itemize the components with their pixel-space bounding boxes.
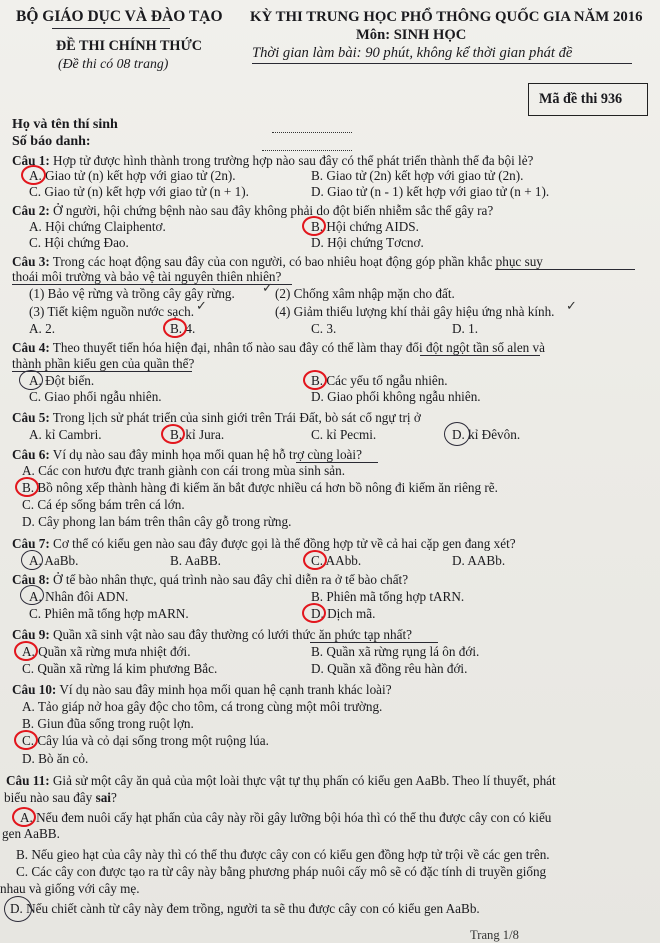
official-label: ĐỀ THI CHÍNH THỨC [56, 38, 202, 54]
q3-option-a: A. 2. [29, 321, 56, 336]
q9-option-d: D. Quần xã đồng rêu hàn đới. [311, 661, 468, 676]
q4-option-b: B. Các yếu tố ngẫu nhiên. [311, 373, 448, 388]
q9-underline [310, 642, 438, 643]
question-10: Câu 10: Ví dụ nào sau đây minh họa mối quan hệ cạnh tranh khác loài? [12, 682, 392, 697]
q10-option-d: D. Bò ăn cỏ. [22, 751, 89, 766]
answer-circle-q5 [161, 424, 185, 444]
question-1: Câu 1: Hợp tử được hình thành trong trường hợp nào sau đây có thể phát triển thành thể đa bội lẻ? [12, 153, 534, 168]
q10-option-a: A. Tảo giáp nở hoa gây độc cho tôm, cá trong cùng một môi trường. [22, 699, 383, 714]
q7-option-c: C. AAbb. [311, 553, 362, 568]
answer-circle-q1 [21, 165, 46, 185]
q11-option-b: B. Nếu gieo hạt của cây này thì có thể thu được cây con có kiểu gen đồng hợp tử trội về các gen trên. [16, 847, 550, 862]
q6-option-c: C. Cá ép sống bám trên cá lớn. [22, 497, 185, 512]
q11-text-line-2: biểu nào sau đây sai? [4, 790, 117, 805]
answer-circle-q2 [302, 216, 326, 236]
page-number: Trang 1/8 [470, 928, 519, 942]
answer-circle-q3 [163, 318, 187, 338]
q5-option-d: D. kỉ Đêvôn. [452, 427, 521, 442]
id-label: Số báo danh: [12, 134, 91, 149]
q3-underline-2 [12, 284, 292, 285]
q8-option-a: A. Nhân đôi ADN. [29, 589, 129, 604]
ministry-underline [52, 28, 170, 29]
q1-option-a: A. Giao tử (n) kết hợp với giao tử (2n). [29, 168, 236, 183]
name-dots [272, 132, 352, 133]
question-3: Câu 3: Trong các hoạt động sau đây của con người, có bao nhiêu hoạt động góp phần khắc phục suy [12, 254, 543, 269]
q2-option-c: C. Hội chứng Đao. [29, 235, 129, 250]
answer-circle-q4 [303, 370, 327, 390]
question-8: Câu 8: Ở tế bào nhân thực, quá trình nào sau đây chỉ diễn ra ở tế bào chất? [12, 572, 409, 587]
q1-option-d: D. Giao tử (n - 1) kết hợp với giao tử (n + 1). [311, 184, 550, 199]
answer-circle-q8 [302, 603, 326, 623]
q3-text-line-2: thoái môi trường và bảo vệ tài nguyên thiên nhiên? [12, 269, 282, 284]
q5-option-a: A. kỉ Cambri. [29, 427, 102, 442]
subject: Môn: SINH HỌC [356, 27, 467, 43]
q4-text-line-2: thành phần kiểu gen của quần thể? [12, 356, 195, 371]
q11-option-a: A. Nếu đem nuôi cấy hạt phấn của cây này rồi gây lưỡng bội hóa thì có thể thu được cây con có kiểu [20, 810, 552, 825]
q5-option-b: B. kỉ Jura. [170, 427, 225, 442]
q3-option-d: D. 1. [452, 321, 479, 336]
q4-underline-1 [420, 355, 540, 356]
answer-circle-q6 [15, 477, 39, 497]
question-4: Câu 4: Theo thuyết tiến hóa hiện đại, nhân tố nào sau đây có thể làm thay đổi đột ngột tần số alen và [12, 340, 546, 355]
q9-option-c: C. Quần xã rừng lá kim phương Bắc. [22, 661, 218, 676]
q4-option-c: C. Giao phối ngẫu nhiên. [29, 389, 162, 404]
pencil-circle-q8 [20, 585, 44, 605]
q3-option-c: C. 3. [311, 321, 337, 336]
duration: Thời gian làm bài: 90 phút, không kể thời gian phát đề [252, 45, 573, 61]
q6-option-d: D. Cây phong lan bám trên thân cây gỗ trong rừng. [22, 514, 292, 529]
q3-item-2: (2) Chống xâm nhập mặn cho đất. [275, 286, 455, 301]
duration-underline [252, 63, 632, 64]
exam-code-box [528, 83, 648, 116]
tick-mark-icon: ✓ [262, 281, 273, 296]
q8-option-c: C. Phiên mã tổng hợp mARN. [29, 606, 189, 621]
question-11: Câu 11: Giả sử một cây ăn quả của một loài thực vật tự thụ phấn có kiểu gen AaBb. Theo lí thuyết, phát [6, 773, 556, 788]
pencil-circle-q11 [4, 896, 32, 922]
q11-option-c-cont: nhau và giống với cây mẹ. [0, 881, 140, 896]
q7-option-a: A. AaBb. [29, 553, 79, 568]
tick-mark-icon: ✓ [196, 299, 207, 314]
name-label: Họ và tên thí sinh [12, 117, 118, 132]
q1-option-b: B. Giao tử (2n) kết hợp với giao tử (2n). [311, 168, 524, 183]
tick-mark-icon: ✓ [566, 299, 577, 314]
q4-option-a: A. Đột biến. [29, 373, 95, 388]
q9-option-a: A. Quần xã rừng mưa nhiệt đới. [22, 644, 191, 659]
q8-option-b: B. Phiên mã tổng hợp tARN. [311, 589, 465, 604]
question-5: Câu 5: Trong lịch sử phát triển của sinh giới trên Trái Đất, bò sát cổ ngự trị ở [12, 410, 421, 425]
q8-option-d: D. Dịch mã. [311, 606, 376, 621]
q2-option-b: B. Hội chứng AIDS. [311, 219, 419, 234]
q3-option-b: B. 4. [170, 321, 196, 336]
page-count: (Đề thi có 08 trang) [58, 56, 169, 71]
question-6: Câu 6: Ví dụ nào sau đây minh họa mối quan hệ hỗ trợ cùng loài? [12, 447, 362, 462]
q9-option-b: B. Quần xã rừng rụng lá ôn đới. [311, 644, 480, 659]
q1-option-c: C. Giao tử (n) kết hợp với giao tử (n + 1). [29, 184, 249, 199]
answer-circle-q7 [303, 550, 327, 570]
answer-circle-q10 [14, 730, 38, 750]
q7-option-b: B. AaBB. [170, 553, 221, 568]
q7-option-d: D. AABb. [452, 553, 506, 568]
q3-item-4: (4) Giảm thiểu lượng khí thải gây hiệu ứng nhà kính. [275, 304, 555, 319]
question-9: Câu 9: Quần xã sinh vật nào sau đây thường có lưới thức ăn phức tạp nhất? [12, 627, 412, 642]
question-2: Câu 2: Ở người, hội chứng bệnh nào sau đây không phải do đột biến nhiễm sắc thể gây ra? [12, 203, 494, 218]
q3-item-3: (3) Tiết kiệm nguồn nước sạch. [29, 304, 195, 319]
q11-option-d: D. Nếu chiết cành từ cây này đem trồng, người ta sẽ thu được cây con có kiểu gen AaBb. [10, 901, 480, 916]
q11-option-c: C. Các cây con được tạo ra từ cây này bằng phương pháp nuôi cấy mô sẽ có đặc tính di truyền giống [16, 864, 547, 879]
q3-underline-1 [495, 269, 635, 270]
question-7: Câu 7: Cơ thể có kiểu gen nào sau đây được gọi là thể đồng hợp tử về cả hai cặp gen đang xét? [12, 536, 516, 551]
q4-option-d: D. Giao phối không ngẫu nhiên. [311, 389, 481, 404]
q11-option-a-cont: gen AaBB. [2, 826, 60, 841]
q6-option-a: A. Các con hươu đực tranh giành con cái trong mùa sinh sản. [22, 463, 346, 478]
answer-circle-q9 [14, 641, 38, 661]
pencil-circle-q5 [444, 422, 470, 446]
pencil-circle-q7 [21, 550, 43, 570]
exam-title: KỲ THI TRUNG HỌC PHỔ THÔNG QUỐC GIA NĂM 2016 [250, 9, 643, 25]
answer-circle-q11 [12, 807, 36, 827]
q2-option-a: A. Hội chứng Claiphentơ. [29, 219, 166, 234]
pencil-circle-q4 [19, 370, 43, 390]
exam-code: Mã đề thi 936 [539, 91, 623, 107]
q5-option-c: C. kỉ Pecmi. [311, 427, 377, 442]
id-dots [262, 150, 352, 151]
q2-option-d: D. Hội chứng Tơcnơ. [311, 235, 424, 250]
ministry-name: BỘ GIÁO DỤC VÀ ĐÀO TẠO [16, 8, 223, 25]
q10-option-c: C. Cây lúa và cỏ dại sống trong một ruộng lúa. [22, 733, 269, 748]
q10-option-b: B. Giun đũa sống trong ruột lợn. [22, 716, 194, 731]
q3-item-1: (1) Bảo vệ rừng và trồng cây gây rừng. [29, 286, 235, 301]
q6-option-b: B. Bồ nông xếp thành hàng đi kiếm ăn bắt được nhiều cá hơn bồ nông đi kiếm ăn riêng rẽ. [22, 480, 498, 495]
